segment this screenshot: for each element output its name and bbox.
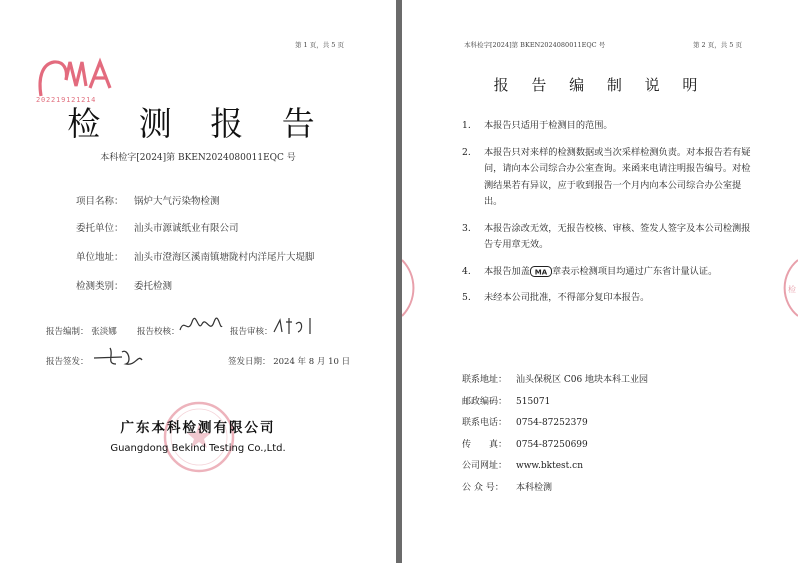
- compiler-line: [46, 325, 117, 337]
- contact-phone: 联系电话： 0754-87252379: [462, 418, 588, 428]
- field-value: 锅炉大气污染物检测: [134, 196, 220, 207]
- svg-text:检: 检: [788, 285, 796, 294]
- seal-fragment-left: [402, 258, 416, 318]
- issuer-signature: [92, 344, 144, 368]
- issue-date-line: [228, 355, 350, 367]
- company-name-en: Guangdong Bekind Testing Co.,Ltd.: [110, 443, 286, 454]
- list-item: 1. 本报告只适用于检测目的范围。: [462, 120, 613, 131]
- field-label: 委托单位：: [76, 223, 124, 234]
- compiler-name: 张淡娜: [91, 327, 117, 337]
- page-number: 第 1 页，共 5 页: [294, 41, 344, 49]
- report-number: 本科检字[2024]第 BKEN2024080011EQC 号: [100, 153, 296, 163]
- contact-address: 联系地址： 汕头保税区 C06 地块本科工业园: [462, 375, 649, 385]
- field-project-name: [76, 193, 220, 207]
- report-title: 检 测 报 告: [67, 104, 329, 143]
- notes-title: 报 告 编 制 说 明: [493, 76, 707, 94]
- report-number-header: 本科检字[2024]第 BKEN2024080011EQC 号: [464, 41, 606, 49]
- report-notes-page: [402, 0, 798, 563]
- issue-date: 2024 年 8 月 10 日: [273, 357, 351, 367]
- list-item: 2. 本报告只对来样的检测数据或当次采样检测负责。对本报告若有疑问，请向本公司综合办公室查询。来函来电请注明报告编号。对检测结果若有异议，应于收到报告一个月内向本公司综合办公室提出。: [462, 146, 751, 207]
- seal-fragment-right: [778, 258, 798, 318]
- contact-website: 公司网址： www.bktest.cn: [462, 461, 583, 471]
- list-item: 4. 本报告加盖 MA 章表示检测项目均通过广东省计量认证。: [462, 265, 718, 277]
- company-name-cn: 广东本科检测有限公司: [120, 420, 276, 436]
- page-number: 第 2 页，共 5 页: [692, 41, 742, 49]
- cma-code: 202219121214: [36, 96, 97, 104]
- compiler-label: 报告编制：: [46, 327, 89, 337]
- reviewer-label: 报告审核：: [230, 327, 273, 337]
- list-item: 5. 未经本公司批准，不得部分复印本报告。: [462, 292, 650, 303]
- field-value: 委托检测: [134, 281, 173, 292]
- field-category: [76, 278, 172, 292]
- contact-postcode: 邮政编码： 515071: [462, 396, 551, 407]
- report-cover-page: [0, 0, 396, 563]
- notes-list: [462, 118, 758, 317]
- field-label: 单位地址：: [76, 252, 124, 263]
- field-value: 汕头市澄海区溪南镇塘陇村内洋尾片大堤脚: [134, 252, 315, 263]
- cma-mark-icon: [530, 266, 552, 277]
- reviewer-signature: [272, 316, 318, 336]
- list-item: 3. 本报告涂改无效，无报告校核、审核、签发人签字及本公司检测报告专用章无效。: [462, 222, 751, 250]
- contact-fax: 传 真： 0754-87250699: [462, 439, 588, 450]
- checker-signature: [178, 316, 224, 336]
- field-address: [76, 249, 315, 263]
- field-value: 汕头市源诚纸业有限公司: [134, 223, 239, 234]
- company-seal: [162, 400, 236, 474]
- contact-info: [462, 370, 648, 499]
- issuer-label: 报告签发：: [46, 357, 89, 367]
- checker-label: 报告校核：: [137, 327, 180, 337]
- svg-text:MA: MA: [534, 267, 548, 276]
- issue-date-label: 签发日期：: [228, 357, 271, 367]
- field-client: [76, 220, 239, 234]
- field-label: 检测类别：: [76, 281, 124, 292]
- field-label: 项目名称：: [76, 196, 124, 207]
- contact-wechat: 公 众 号： 本科检测: [462, 482, 553, 493]
